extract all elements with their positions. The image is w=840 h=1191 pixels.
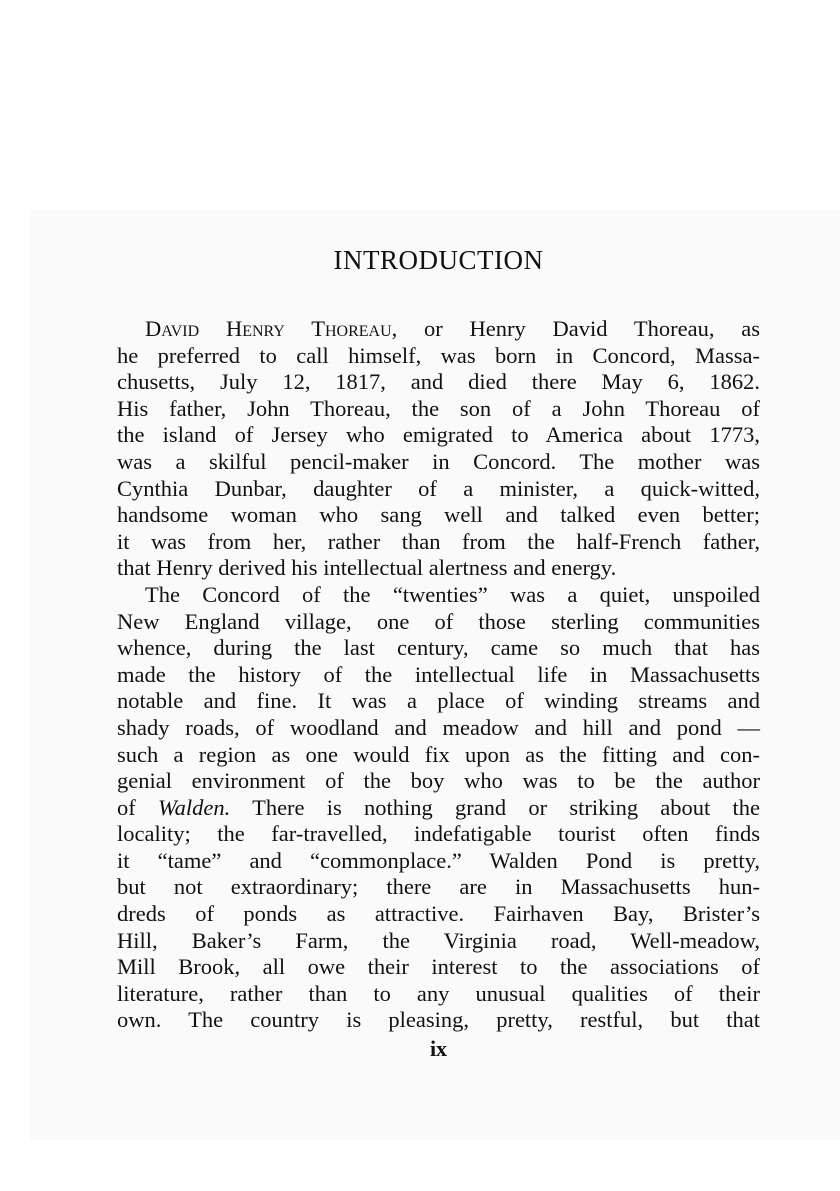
text-line [117,316,760,343]
text-line: handsome woman who sang well and talked even better; [117,502,760,528]
text-line: it was from her, rather than from the half-French father, [117,528,760,554]
book-title-walden: Walden. [157,794,231,820]
body-text [117,316,760,1034]
text-line: notable and fine. It was a place of winding streams and [117,688,760,714]
text-line: own. The country is pleasing, pretty, restful, but that [117,1007,760,1033]
text-line: made the history of the intellectual life in Massachusetts [117,661,760,687]
text-line: dreds of ponds as attractive. Fairhaven Bay, Brister’s [117,901,760,927]
text-line: Mill Brook, all owe their interest to the associations of [117,954,760,980]
text-line: it “tame” and “commonplace.” Walden Pond is pretty, [117,847,760,873]
text-line: shady roads, of woodland and meadow and hill and pond — [117,714,760,740]
text-line: The Concord of the “twenties” was a quiet, unspoiled [145,581,760,607]
text-line: locality; the far-travelled, indefatigable tourist often finds [117,821,760,847]
text-line: Hill, Baker’s Farm, the Virginia road, Well-meadow, [117,927,760,953]
text-line: the island of Jersey who emigrated to America about 1773, [117,422,760,448]
text-line [117,795,760,822]
author-name-smallcaps: David Henry Thoreau, [145,316,398,341]
text-line: His father, John Thoreau, the son of a John Thoreau of [117,395,760,421]
text-line: he preferred to call himself, was born in Concord, Massa- [117,342,760,368]
text-line: but not extraordinary; there are in Massachusetts hun- [117,874,760,900]
text-line: whence, during the last century, came so much that has [117,635,760,661]
text-line: literature, rather than to any unusual qualities of their [117,980,760,1006]
text-line: genial environment of the boy who was to be the author [117,768,760,794]
text-line: was a skilful pencil-maker in Concord. The mother was [117,448,760,474]
text-line: that Henry derived his intellectual alertness and energy. [117,555,617,581]
text-line: Cynthia Dunbar, daughter of a minister, a quick-witted, [117,475,760,501]
text-line: New England village, one of those sterling communities [117,608,760,634]
page-number: ix [429,1036,448,1062]
text-line: such a region as one would fix upon as the fitting and con- [117,741,760,767]
text-line: chusetts, July 12, 1817, and died there May 6, 1862. [117,369,760,395]
text-segment: There is nothing grand or striking about the [230,794,761,820]
text-segment: or Henry David Thoreau, as [397,316,760,341]
text-segment: of [117,794,158,820]
book-page [117,244,760,1062]
chapter-heading: INTRODUCTION [333,245,544,275]
